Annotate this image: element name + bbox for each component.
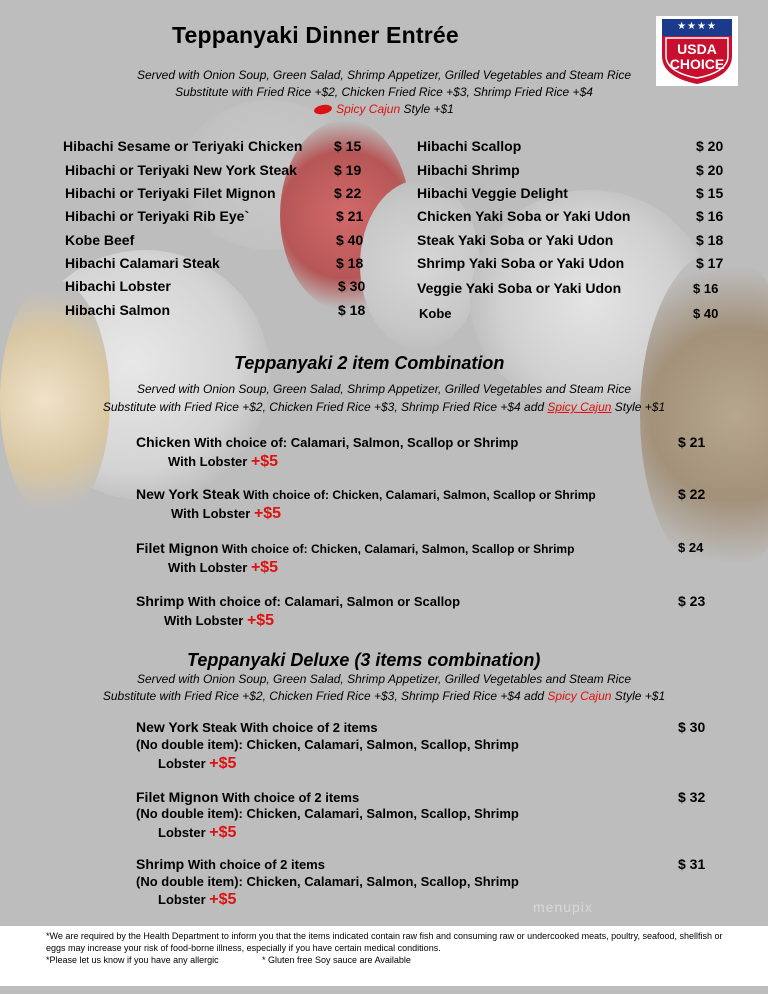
deluxe-title: Teppanyaki Deluxe (3 items combination)	[187, 650, 541, 670]
menu-item-name: Hibachi Calamari Steak	[65, 255, 220, 271]
usda-stars: ★★★★	[677, 21, 717, 32]
deluxe-item-choice: With choice of 2 items	[218, 790, 360, 805]
deluxe-line	[136, 719, 378, 735]
menu-item-price: $ 17	[696, 255, 724, 271]
lobster-upcharge: +$5	[209, 891, 237, 908]
deluxe-detail: (No double item): Chicken, Calamari, Salmon, Scallop, Shrimp	[136, 874, 519, 889]
lobster-label: With Lobster	[164, 613, 247, 628]
lobster-upcharge: +$5	[209, 824, 237, 841]
menu-item-name: Hibachi Salmon	[65, 302, 171, 318]
spicy-cajun-label: Spicy Cajun	[547, 689, 612, 703]
combo2-note-2	[0, 400, 768, 414]
lobster-label: Lobster	[158, 825, 210, 840]
deluxe-line	[136, 789, 359, 805]
combo-lobster-line	[164, 612, 274, 630]
menu-item-name: Hibachi Veggie Delight	[417, 185, 568, 201]
combo-line	[136, 540, 574, 556]
deluxe-lobster-line	[158, 891, 236, 909]
combo-item-choice: With choice of: Calamari, Salmon, Scallop or Shrimp	[190, 435, 519, 450]
combo2-title: Teppanyaki 2 item Combination	[234, 353, 505, 373]
menu-item-price: $ 15	[696, 185, 724, 201]
footer-line-1: *We are required by the Health Department to inform you that the items indicated contain raw fish and consuming raw or undercooked meats, poultry, seafood, shellfish or	[46, 931, 723, 941]
menu-item-price: $ 21	[336, 208, 364, 224]
combo-item-choice: With choice of: Calamari, Salmon or Scallop	[184, 594, 461, 609]
menu-item-name: Shrimp Yaki Soba or Yaki Udon	[417, 255, 625, 271]
lobster-label: With Lobster	[171, 506, 254, 521]
menu-item-name: Hibachi or Teriyaki New York Steak	[65, 162, 297, 178]
intro-note-1: Served with Onion Soup, Green Salad, Shrimp Appetizer, Grilled Vegetables and Steam Rice	[136, 68, 632, 82]
menu-item-name: Kobe Beef	[65, 232, 135, 248]
watermark: menupix	[533, 899, 593, 915]
menu-item-name: Hibachi Scallop	[417, 138, 522, 154]
usda-line1: USDA	[677, 41, 717, 57]
deluxe-detail: (No double item): Chicken, Calamari, Salmon, Scallop, Shrimp	[136, 737, 519, 752]
combo-line	[136, 593, 460, 609]
lobster-label: Lobster	[158, 756, 210, 771]
menu-item-price: $ 16	[693, 281, 719, 296]
menu-item-name: Hibachi or Teriyaki Filet Mignon	[65, 185, 276, 201]
footer-line-3b: * Gluten free Soy sauce are Available	[262, 955, 411, 965]
deluxe-item-price: $ 30	[678, 719, 706, 735]
menu-item-price: $ 40	[693, 306, 719, 321]
menu-item-price: $ 19	[334, 162, 362, 178]
chili-pepper-icon	[313, 104, 332, 116]
spicy-cajun-label: Spicy Cajun	[336, 102, 401, 116]
menu-item-price: $ 18	[338, 302, 366, 318]
deluxe-detail: (No double item): Chicken, Calamari, Salmon, Scallop, Shrimp	[136, 806, 519, 821]
menu-item-name: Chicken Yaki Soba or Yaki Udon	[417, 208, 631, 224]
deluxe-line	[136, 856, 325, 872]
combo2-note-1: Served with Onion Soup, Green Salad, Shrimp Appetizer, Grilled Vegetables and Steam Rice	[136, 382, 632, 396]
combo2-note-text: Substitute with Fried Rice +$2, Chicken Fried Rice +$3, Shrimp Fried Rice +$4 add	[102, 400, 548, 414]
menu-item-price: $ 22	[334, 185, 362, 201]
deluxe-lobster-line	[158, 755, 236, 773]
lobster-label: With Lobster	[168, 560, 251, 575]
footer-line-3a: *Please let us know if you have any allergic	[46, 955, 219, 965]
menu-item-price: $ 18	[336, 255, 364, 271]
deluxe-item-choice: Steak With choice of 2 items	[198, 720, 378, 735]
deluxe-note-text: Substitute with Fried Rice +$2, Chicken Fried Rice +$3, Shrimp Fried Rice +$4 add	[102, 689, 548, 703]
combo-lobster-line	[171, 505, 281, 523]
page-title: Teppanyaki Dinner Entrée	[172, 22, 459, 48]
menu-item-price: $ 20	[696, 138, 724, 154]
deluxe-item-choice: With choice of 2 items	[184, 857, 325, 872]
lobster-upcharge: +$5	[246, 612, 275, 629]
intro-note-3	[0, 102, 768, 116]
menu-item-price: $ 16	[696, 208, 724, 224]
combo-item-name: Shrimp	[136, 593, 185, 609]
lobster-upcharge: +$5	[253, 505, 282, 522]
combo-line	[136, 434, 518, 450]
lobster-label: Lobster	[158, 892, 210, 907]
combo-item-price: $ 23	[678, 593, 706, 609]
menu-item-price: $ 30	[338, 278, 366, 294]
deluxe-item-price: $ 32	[678, 789, 706, 805]
menu-item-name: Hibachi Lobster	[65, 278, 171, 294]
spicy-suffix: Style +$1	[611, 400, 666, 414]
menu-item-price: $ 40	[336, 232, 364, 248]
combo-line	[136, 486, 596, 502]
spicy-suffix: Style +$1	[400, 102, 454, 116]
menu-item-price: $ 15	[334, 138, 362, 154]
combo-item-choice: With choice of: Chicken, Calamari, Salmon, Scallop or Shrimp	[239, 488, 596, 502]
lobster-upcharge: +$5	[209, 755, 237, 772]
menu-item-price: $ 18	[696, 232, 724, 248]
combo-item-price: $ 22	[678, 486, 706, 502]
combo-item-name: New York Steak	[136, 486, 240, 502]
combo-item-price: $ 21	[678, 434, 706, 450]
deluxe-note-2	[0, 689, 768, 703]
combo-item-name: Filet Mignon	[136, 540, 219, 556]
spicy-cajun-label: Spicy Cajun	[547, 400, 612, 414]
combo-item-name: Chicken	[136, 434, 191, 450]
menu-item-name: Hibachi Shrimp	[417, 162, 520, 178]
lobster-upcharge: +$5	[250, 559, 279, 576]
combo-item-price: $ 24	[678, 540, 704, 555]
menu-item-name: Hibachi or Teriyaki Rib Eye`	[65, 208, 250, 224]
menu-item-name: Veggie Yaki Soba or Yaki Udon	[417, 280, 622, 296]
menu-item-name: Kobe	[419, 306, 452, 321]
menu-item-name: Hibachi Sesame or Teriyaki Chicken	[63, 138, 303, 154]
lobster-upcharge: +$5	[250, 453, 279, 470]
deluxe-item-name: Shrimp	[136, 856, 185, 872]
combo-lobster-line	[168, 559, 278, 577]
lobster-label: With Lobster	[168, 454, 251, 469]
intro-note-2: Substitute with Fried Rice +$2, Chicken Fried Rice +$3, Shrimp Fried Rice +$4	[175, 85, 593, 99]
menu-item-name: Steak Yaki Soba or Yaki Udon	[417, 232, 614, 248]
combo-item-choice: With choice of: Chicken, Calamari, Salmon, Scallop or Shrimp	[218, 542, 575, 556]
spicy-suffix: Style +$1	[611, 689, 666, 703]
footer-line-2: eggs may increase your risk of food-borne illness, especially if you have certain medical conditions.	[46, 943, 441, 953]
deluxe-item-name: Filet Mignon	[136, 789, 219, 805]
combo-lobster-line	[168, 453, 278, 471]
deluxe-item-price: $ 31	[678, 856, 706, 872]
deluxe-lobster-line	[158, 824, 236, 842]
usda-line2: CHOICE	[669, 56, 725, 72]
menu-item-price: $ 20	[696, 162, 724, 178]
deluxe-item-name: New York	[136, 719, 199, 735]
deluxe-note-1: Served with Onion Soup, Green Salad, Shrimp Appetizer, Grilled Vegetables and Steam Rice	[136, 672, 632, 686]
